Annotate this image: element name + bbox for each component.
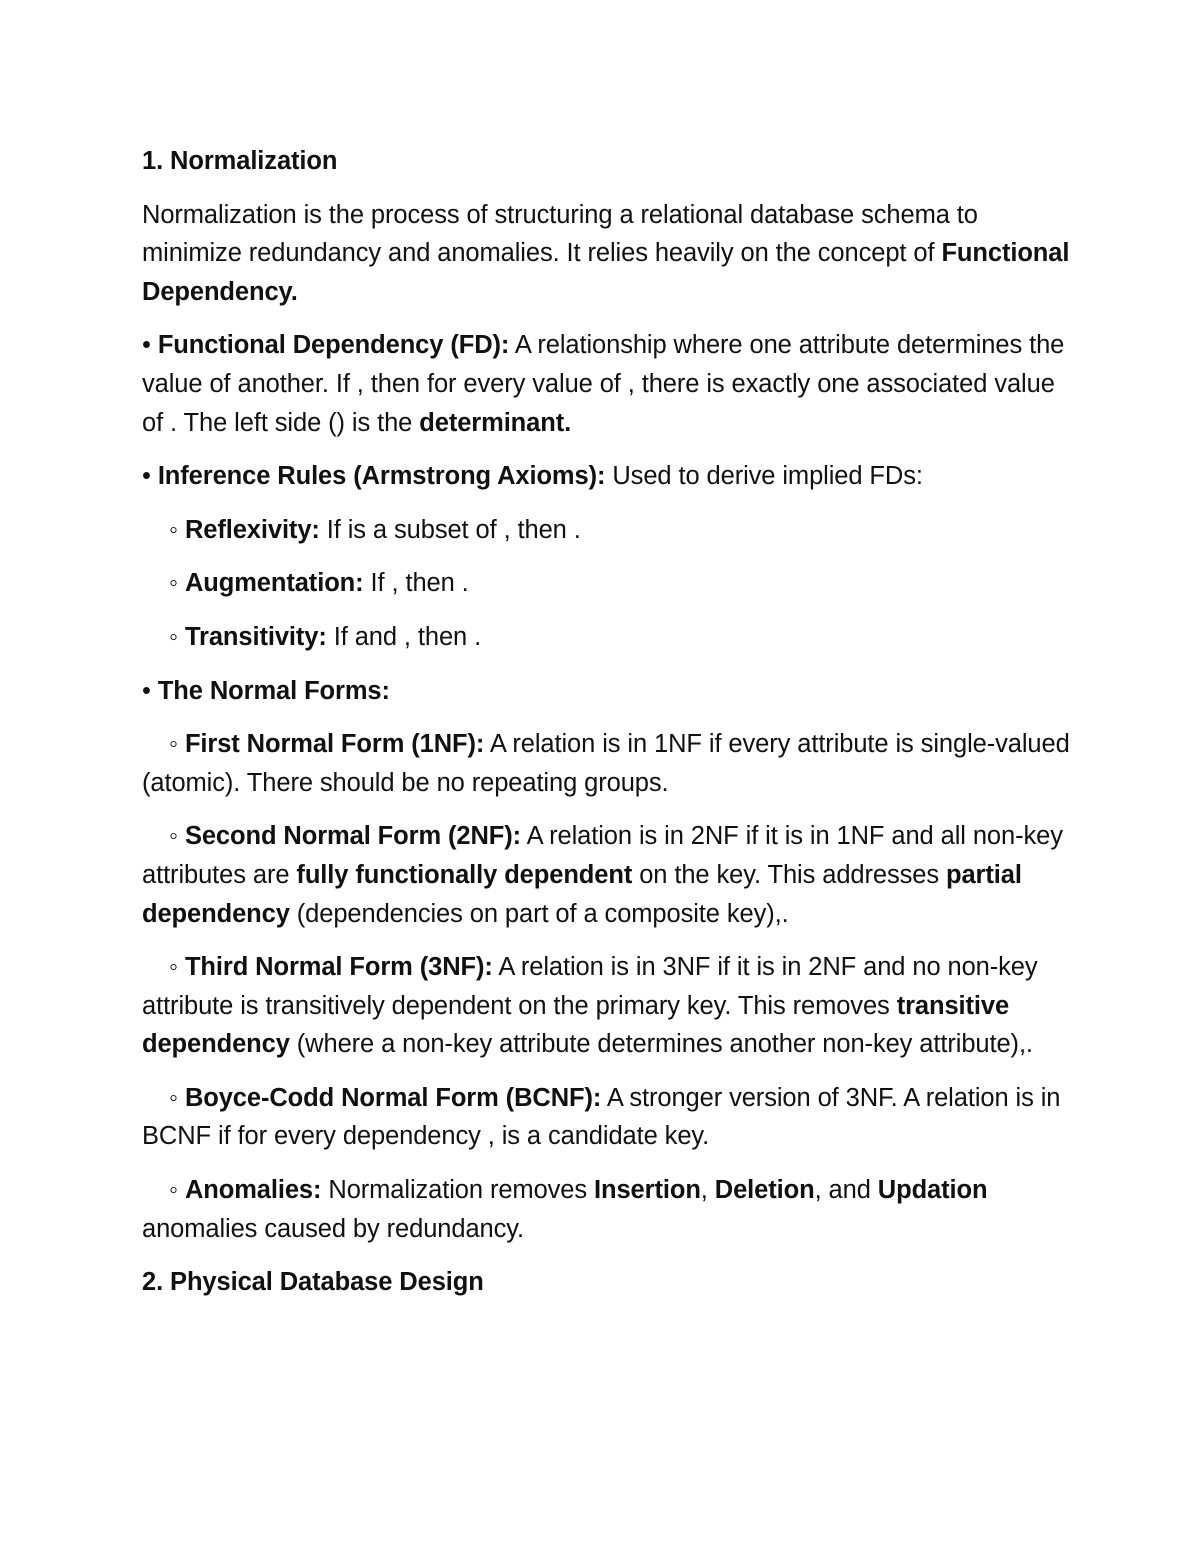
anomalies-bold-insertion: Insertion — [594, 1176, 701, 1205]
fd-bullet-item — [142, 326, 1072, 442]
circle-bullet-icon: ◦ — [169, 515, 185, 544]
section-heading-normalization: 1. Normalization — [142, 147, 338, 175]
circle-bullet-icon: ◦ — [169, 822, 185, 851]
document-page — [142, 142, 1072, 1302]
anomalies-bold-deletion: Deletion — [714, 1176, 815, 1205]
reflexivity-label: Reflexivity: — [184, 515, 320, 544]
fd-label: Functional Dependency (FD): — [157, 331, 510, 360]
inference-label: Inference Rules (Armstrong Axioms): — [157, 462, 606, 491]
nf1-sub-item — [142, 725, 1072, 802]
bcnf-text: A stronger version of 3NF. A relation is in BCNF if for every dependency , is a candidate key. — [142, 1083, 1061, 1151]
augmentation-label: Augmentation: — [184, 569, 364, 598]
transitivity-sub-item — [142, 618, 1072, 657]
nf1-label: First Normal Form (1NF): — [184, 730, 485, 759]
anomalies-label: Anomalies: — [184, 1176, 322, 1205]
fd-text: A relationship where one attribute determines the value of another. If , then for every value of , there is exactly one associated value of . The left side () is the — [142, 331, 1065, 437]
bullet-icon: • — [142, 676, 158, 705]
anomalies-bold-updation: Updation — [877, 1176, 988, 1205]
section-heading-physical-design: 2. Physical Database Design — [142, 1268, 484, 1297]
circle-bullet-icon: ◦ — [169, 953, 185, 982]
intro-bold-term: Functional Dependency — [142, 239, 1070, 306]
anomalies-text-3: , and — [814, 1176, 878, 1205]
anomalies-text-2: , — [700, 1176, 715, 1205]
augmentation-text: If , then . — [363, 569, 469, 598]
augmentation-sub-item — [142, 564, 1072, 603]
anomalies-sub-item — [142, 1171, 1072, 1248]
fd-period: . — [564, 408, 572, 437]
nf2-text-1: A relation is in 2NF if it is in 1NF and all non-key attributes are — [142, 822, 1063, 889]
reflexivity-text: If is a subset of , then . — [319, 515, 581, 544]
intro-text: Normalization is the process of structuring a relational database schema to minimize redundancy and anomalies. It relies heavily on the concept of — [142, 200, 978, 268]
normal-forms-label: The Normal Forms: — [157, 676, 390, 705]
nf2-text-3: (dependencies on part of a composite key),. — [289, 899, 789, 928]
nf3-label: Third Normal Form (3NF): — [184, 953, 493, 982]
nf2-bold-partial-dependency: partial dependency — [142, 860, 1022, 928]
circle-bullet-icon: ◦ — [169, 1083, 185, 1112]
bcnf-sub-item — [142, 1079, 1072, 1156]
bullet-icon: • — [142, 462, 158, 491]
nf2-label: Second Normal Form (2NF): — [184, 822, 522, 851]
nf2-text-2: on the key. This addresses — [632, 860, 946, 889]
inference-bullet-item — [142, 457, 1072, 496]
inference-text: Used to derive implied FDs: — [605, 462, 923, 491]
nf3-sub-item — [142, 948, 1072, 1064]
transitivity-label: Transitivity: — [184, 622, 327, 651]
intro-paragraph — [142, 196, 1072, 312]
nf3-text-2: (where a non-key attribute determines another non-key attribute),. — [289, 1030, 1033, 1059]
normal-forms-bullet-item — [142, 672, 1072, 711]
reflexivity-sub-item — [142, 511, 1072, 550]
nf2-sub-item — [142, 817, 1072, 933]
circle-bullet-icon: ◦ — [169, 622, 185, 651]
circle-bullet-icon: ◦ — [169, 730, 185, 759]
fd-bold-determinant: determinant — [419, 408, 565, 437]
intro-period: . — [290, 277, 298, 306]
nf3-text-1: A relation is in 3NF if it is in 2NF and no non-key attribute is transitively dependent on the primary key. This removes — [142, 953, 1038, 1020]
transitivity-text: If and , then . — [326, 622, 482, 651]
nf2-bold-full-dependency: fully functionally dependent — [296, 860, 633, 889]
circle-bullet-icon: ◦ — [169, 569, 185, 598]
nf1-text: A relation is in 1NF if every attribute is single-valued (atomic). There should be no repeating groups. — [142, 730, 1070, 797]
anomalies-text-4: anomalies caused by redundancy. — [142, 1214, 525, 1243]
bcnf-label: Boyce-Codd Normal Form (BCNF): — [184, 1083, 602, 1112]
circle-bullet-icon: ◦ — [169, 1176, 185, 1205]
nf3-bold-transitive-dependency: transitive dependency — [142, 991, 1010, 1059]
bullet-icon: • — [142, 331, 158, 360]
anomalies-text-1: Normalization removes — [321, 1176, 595, 1205]
